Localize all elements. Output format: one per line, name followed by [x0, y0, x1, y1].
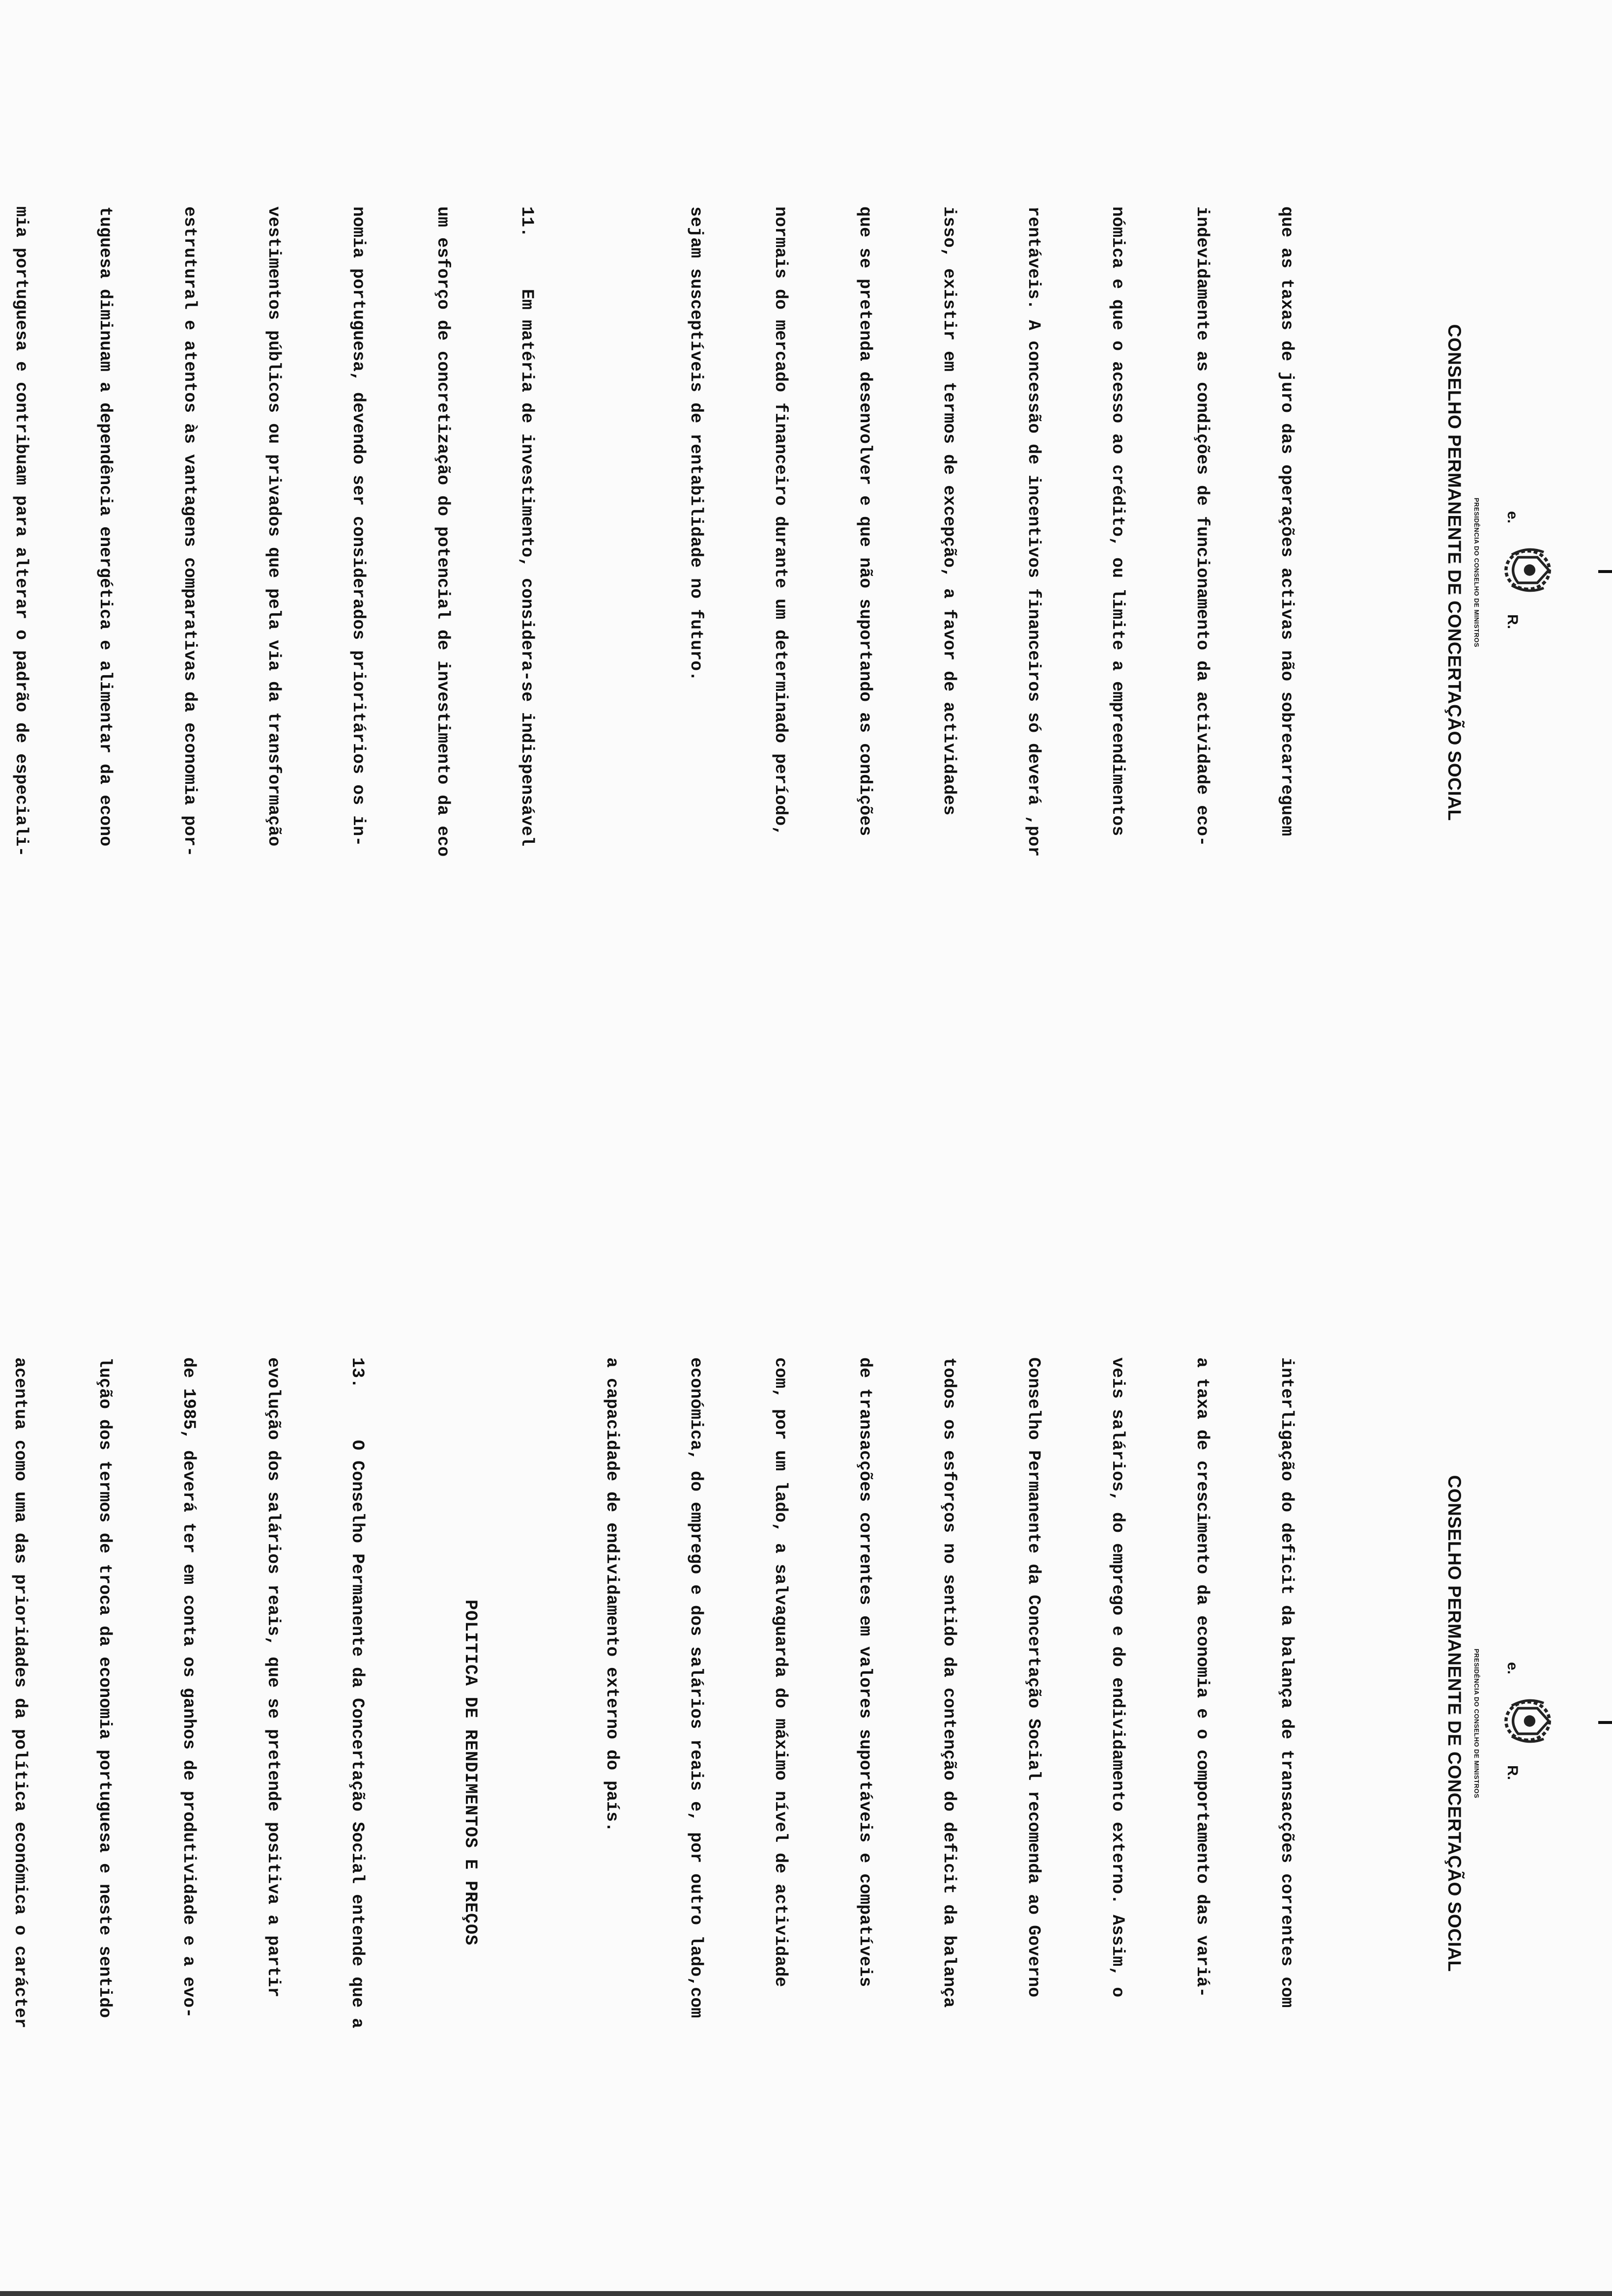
text-line: económica, do emprego e dos salários reais e, por outro lado,com	[686, 1357, 706, 2018]
paragraph-intro	[541, 1357, 1356, 2188]
text-line: interligação do deficit da balança de transacções correntes com	[1276, 1357, 1296, 2008]
text-line: sejam susceptíveis de rentabilidade no futuro.	[686, 206, 706, 682]
text-line: a capacidade de endividamento externo do país.	[602, 1357, 622, 1833]
presidency-line: PRESIDÊNCIA DO CONSELHO DE MINISTROS	[1473, 497, 1480, 648]
right-page-body	[0, 1357, 1356, 2188]
letterhead-right-char: R.	[1504, 1765, 1521, 1780]
text-line: evolução dos salários reais, que se pretende positiva a partir	[263, 1357, 283, 1998]
text-line: com, por um lado, a salvaguarda do máximo nível de actividade	[770, 1357, 790, 1987]
council-title: CONSELHO PERMANENTE DE CONCERTAÇÃO SOCIAL	[1444, 1475, 1465, 1972]
text-line: nómica e que o acesso ao crédito, ou limite a empreendimentos	[1108, 206, 1128, 836]
text-line: isso, existir em termos de excepção, a favor de actividades	[939, 206, 959, 816]
text-line: lução dos termos de troca da economia portuguesa e neste sentido	[94, 1357, 115, 2018]
text-line: mia portuguesa e contribuam para alterar o padrão de especiali-	[11, 206, 31, 857]
letterhead-right-char: R.	[1504, 614, 1521, 629]
text-line: vestimentos públicos ou privados que pela via da transformação	[264, 206, 284, 847]
page-edge-mark	[1598, 1721, 1612, 1724]
section-heading: POLITICA DE RENDIMENTOS E PREÇOS	[461, 1599, 481, 1946]
paragraph-intro	[626, 206, 1356, 1037]
text-line: que se pretenda desenvolver e que não suportando as condições	[855, 206, 875, 836]
text-line: estrutural e atentos às vantagens comparativas da economia por-	[179, 206, 200, 857]
left-page-body	[0, 206, 1356, 1037]
letterhead-left-char: e.	[1504, 1662, 1521, 1675]
text-line: de 1985, deverá ter em conta os ganhos de produtividade e a evo-	[179, 1357, 199, 2018]
text-line: tuguesa diminuam a dependência energética e alimentar da econo	[95, 206, 115, 847]
text-line: veis salários, do emprego e do endividamento externo. Assim, o	[1108, 1357, 1128, 1998]
left-page	[0, 0, 1612, 1145]
text-line: todos os esforços no sentido da contenção do deficit da balança	[939, 1357, 959, 2008]
text-line: 13. O Conselho Permanente da Concertação Social entende que a	[347, 1357, 368, 2029]
text-line: Conselho Permanente da Concertação Social recomenda ao Governo	[1023, 1357, 1043, 1998]
letterhead-left-char: e.	[1504, 511, 1521, 524]
text-line: que as taxas de juro das operações activas não sobrecarreguem	[1276, 206, 1296, 836]
text-line: a taxa de crescimento da economia e o comportamento das variá-	[1192, 1357, 1212, 1998]
text-line: nomia portuguesa, devendo ser considerados prioritários os in-	[348, 206, 369, 847]
paragraph-13	[0, 1357, 428, 2188]
text-line: normais do mercado financeiro durante um determinado período,	[770, 206, 790, 836]
text-line: 11. Em matéria de investimento, considera-se indispensável	[517, 206, 537, 847]
paragraph-11	[0, 206, 597, 1037]
council-title: CONSELHO PERMANENTE DE CONCERTAÇÃO SOCIAL	[1444, 324, 1465, 821]
page-edge-mark	[1598, 570, 1612, 573]
text-line: rentáveis. A concessão de incentivos financeiros só deverá ,por	[1023, 206, 1043, 857]
text-line: um esforço de concretização do potencial de investimento da eco	[432, 206, 453, 857]
right-page	[0, 1151, 1612, 2296]
coat-of-arms-icon	[1499, 1689, 1563, 1753]
text-line: de transacções correntes em valores suportáveis e compatíveis	[855, 1357, 875, 1987]
coat-of-arms-icon	[1499, 538, 1563, 602]
text-line: indevidamente as condições de funcionamento da actividade eco-	[1192, 206, 1212, 847]
presidency-line: PRESIDÊNCIA DO CONSELHO DE MINISTROS	[1473, 1648, 1480, 1799]
text-line: acentua como uma das prioridades da política económica o carácter	[10, 1357, 30, 2029]
